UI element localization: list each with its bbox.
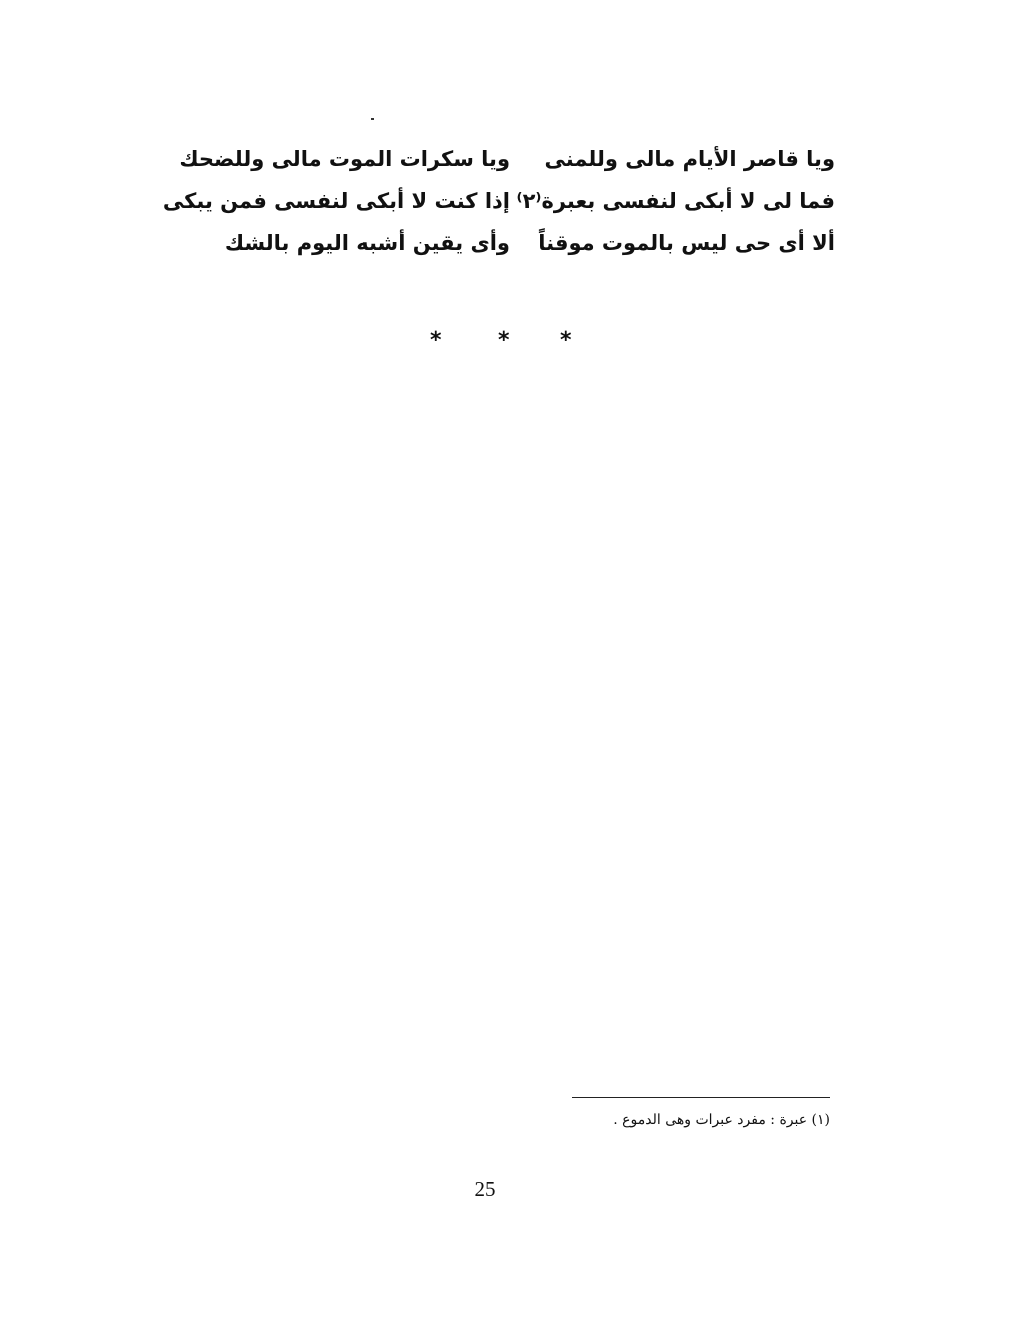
- asterisk-icon: *: [498, 328, 510, 353]
- footnote-divider: [572, 1097, 830, 1098]
- footnote: (١) عبرة : مفرد عبرات وهى الدموع .: [613, 1112, 830, 1128]
- ink-speck: [371, 118, 374, 120]
- verse-second-hemistich: إذا كنت لا أبكى لنفسى فمن يبكى: [162, 188, 510, 213]
- verse-first-hemistich: فما لى لا أبكى لنفسى بعبرة⁽٢⁾: [516, 188, 835, 213]
- asterisk-icon: *: [430, 328, 442, 353]
- poem-block: [162, 140, 835, 266]
- verse-row: [162, 182, 835, 220]
- verse-row: [190, 224, 835, 262]
- verse-row: [179, 140, 835, 178]
- verse-second-hemistich: ويا سكرات الموت مالى وللضحك: [179, 146, 510, 171]
- section-separator: [0, 330, 1020, 360]
- verse-second-hemistich: وأى يقين أشبه اليوم بالشك: [224, 230, 510, 255]
- verse-first-hemistich: ويا قاصر الأيام مالى وللمنى: [544, 146, 835, 171]
- verse-first-hemistich: ألا أى حى ليس بالموت موقناً: [538, 230, 835, 255]
- page-number-container: [0, 1177, 1020, 1202]
- page-number: 25: [474, 1177, 496, 1201]
- asterisk-icon: *: [560, 328, 572, 353]
